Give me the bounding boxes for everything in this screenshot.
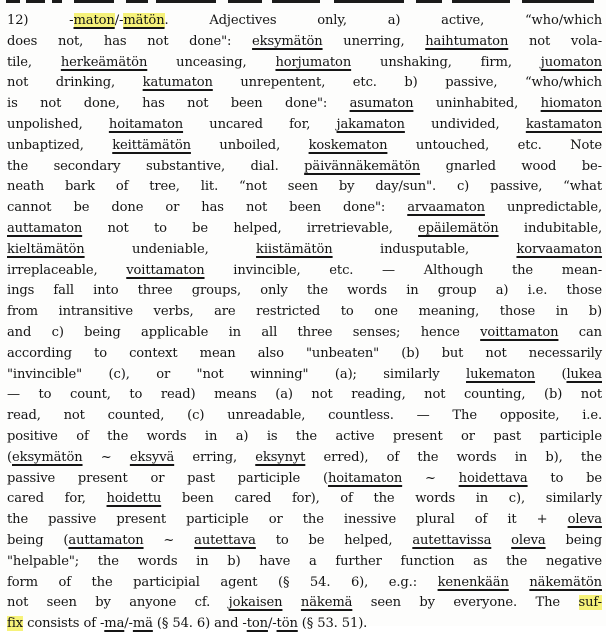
underlined-term: horjumaton — [275, 54, 352, 70]
text-run: ~ — [82, 449, 130, 465]
text-line — [7, 177, 602, 198]
text-line — [7, 219, 602, 240]
text-line — [7, 614, 602, 635]
text-run: ( — [535, 366, 567, 382]
text-run: (§ 54. 6) and - — [152, 616, 247, 632]
underlined-term: eksyvä — [129, 449, 175, 465]
text-run: erred), of the words in b), the — [305, 449, 602, 465]
text-run: not vola- — [508, 33, 602, 49]
underlined-term: maton — [73, 13, 115, 28]
underlined-term: voittamaton — [480, 324, 559, 340]
text-run: does not, has not done": — [7, 33, 253, 49]
underlined-term: jakamaton — [336, 116, 405, 132]
underlined-term: keittämätön — [112, 137, 191, 153]
text-line — [7, 73, 602, 94]
text-run: passive present or past participle ( — [7, 470, 328, 486]
text-run: consists of - — [23, 616, 105, 632]
text-run: unbaptized, — [7, 137, 113, 153]
underlined-term: hoitamaton — [108, 116, 184, 132]
underlined-term: kenenkään — [437, 574, 509, 590]
text-line — [7, 531, 602, 552]
text-run: neath bark of tree, lit. “not seen by day/sun". c) passive, “what — [7, 179, 602, 195]
underlined-term: autettava — [194, 532, 256, 548]
text-run: undivided, — [404, 116, 526, 132]
text-run: cared for, — [7, 491, 107, 507]
text-run: unboiled, — [190, 137, 309, 153]
text-run: can — [558, 324, 602, 340]
underlined-term: eksymätön — [12, 449, 83, 465]
text-line — [7, 365, 602, 386]
text-run: from intransitive verbs, are restricted to one meaning, those in b) — [7, 304, 602, 320]
underlined-term: kieltämätön — [7, 241, 85, 257]
text-line — [7, 198, 602, 219]
underlined-term: kastamaton — [525, 116, 602, 132]
underlined-term: näkemä — [300, 595, 353, 611]
text-line — [7, 261, 602, 282]
underlined-term: oleva — [511, 532, 546, 548]
underlined-term: lukea — [566, 366, 602, 382]
text-line — [7, 157, 602, 178]
text-line — [7, 281, 602, 302]
text-run: being — [545, 532, 603, 548]
text-run: read, not counted, (c) unreadable, countless. — The opposite, i.e. — [7, 408, 602, 424]
text-run: gnarled wood be- — [420, 158, 602, 174]
underlined-term: juomaton — [540, 54, 602, 70]
text-run: according to context mean also "unbeaten" (b) but not necessarily — [7, 345, 602, 361]
underlined-term: koskematon — [308, 137, 388, 153]
underlined-term: hiomaton — [540, 96, 602, 112]
text-run: undeniable, — [84, 241, 257, 257]
text-line — [7, 302, 602, 323]
text-run: ~ — [143, 532, 195, 548]
text-run: positive of the words in a) is the active present or past participle — [7, 428, 602, 444]
text-run: cannot be done or has not been done": — [7, 200, 408, 216]
text-run: not drinking, — [7, 75, 143, 91]
underlined-term: korvaamaton — [516, 241, 603, 257]
underlined-term: arvaamaton — [407, 200, 485, 216]
text-run: to be — [527, 470, 602, 486]
text-line — [7, 427, 602, 448]
underlined-term: ton — [246, 616, 268, 632]
text-run: uninhabited, — [413, 96, 541, 112]
text-run: invincible, etc. — Although the mean- — [204, 262, 602, 278]
text-line — [7, 385, 602, 406]
text-run: 12) - — [7, 13, 74, 28]
text-line — [7, 240, 602, 261]
text-run: unrepentent, etc. b) passive, “who/which — [212, 75, 602, 91]
text-run: form of the participial agent (§ 54. 6), e.g.: — [7, 574, 438, 590]
underlined-term: hoitamaton — [327, 470, 403, 486]
text-run: seen by everyone. The — [352, 595, 579, 611]
section-12-text — [7, 11, 602, 635]
text-run: unceasing, — [147, 54, 276, 70]
text-line — [7, 94, 602, 115]
text-run: — to count, to read) means (a) not reading, not counting, (b) not — [7, 387, 602, 403]
text-line — [7, 552, 602, 573]
underlined-term: asumaton — [349, 96, 414, 112]
text-run: untouched, etc. Note — [387, 137, 602, 153]
text-line — [7, 469, 602, 490]
underlined-term: haihtumaton — [425, 33, 509, 49]
text-line — [7, 593, 602, 614]
underlined-term: auttamaton — [68, 532, 144, 548]
underlined-term: autettavissa — [412, 532, 492, 548]
highlighted-text: suf- — [578, 595, 602, 611]
underlined-term: näkemätön — [529, 574, 602, 590]
text-run: not seen by anyone cf. — [7, 595, 229, 611]
underlined-term: tön — [276, 616, 298, 632]
text-line — [7, 406, 602, 427]
underlined-term: eksynyt — [255, 449, 306, 465]
highlighted-text: fix — [7, 616, 24, 632]
text-run: . Adjectives only, a) active, “who/which — [164, 13, 603, 28]
text-run: ings fall into three groups, only the words in group a) i.e. those — [7, 283, 602, 299]
text-run: and c) being applicable in all three senses; hence — [7, 324, 481, 340]
text-run: indusputable, — [332, 241, 517, 257]
text-line — [7, 53, 602, 74]
text-run: /- — [267, 616, 277, 632]
underlined-term: mä — [132, 616, 153, 632]
text-line — [7, 115, 602, 136]
text-run: irreplaceable, — [7, 262, 127, 278]
text-line — [7, 11, 602, 32]
text-run: to be helped, — [255, 532, 413, 548]
text-run: unerring, — [322, 33, 426, 49]
text-run: /- — [124, 616, 133, 632]
text-run: erring, — [174, 449, 256, 465]
text-run: is not done, has not been done": — [7, 96, 350, 112]
text-run: "invincible" (c), or "not winning" (a); similarly — [7, 366, 467, 382]
underlined-term: lukematon — [466, 366, 536, 382]
text-run — [491, 533, 511, 548]
text-run: the passive present participle or the inessive plural of it + — [7, 512, 568, 528]
underlined-term: mätön — [123, 13, 165, 28]
underlined-term: auttamaton — [7, 220, 83, 236]
text-run: the secondary substantive, dial. — [7, 158, 305, 174]
text-run: "helpable"; the words in b) have a further function as the negative — [7, 553, 602, 569]
underlined-term: hoidettava — [458, 470, 528, 486]
underlined-term: ma — [104, 616, 125, 632]
text-line — [7, 573, 602, 594]
text-line — [7, 323, 602, 344]
text-run: ( — [7, 449, 12, 465]
underlined-term: oleva — [567, 512, 602, 528]
text-line — [7, 136, 602, 157]
text-run: unshaking, firm, — [351, 54, 541, 70]
text-line — [7, 510, 602, 531]
text-run: /- — [114, 13, 124, 28]
text-run: uncared for, — [183, 116, 337, 132]
underlined-term: katumaton — [142, 75, 213, 91]
text-run: unpredictable, — [484, 200, 602, 216]
underlined-term: epäilemätön — [418, 220, 499, 236]
text-line — [7, 344, 602, 365]
text-run: been cared for), of the words in c), similarly — [161, 491, 602, 507]
text-run: (§ 53. 51). — [297, 616, 368, 632]
text-run: not to be helped, irretrievable, — [82, 220, 419, 236]
underlined-term: voittamaton — [126, 262, 205, 278]
text-run: indubitable, — [498, 220, 602, 236]
text-line — [7, 32, 602, 53]
text-run: being ( — [7, 532, 69, 548]
text-run: unpolished, — [7, 116, 109, 132]
underlined-term: kiistämätön — [256, 241, 333, 257]
cropped-previous-line — [0, 0, 606, 6]
text-run: tile, — [7, 54, 61, 70]
text-line — [7, 489, 602, 510]
text-run — [509, 575, 530, 590]
underlined-term: eksymätön — [252, 33, 323, 49]
underlined-term: päivännäkemätön — [304, 158, 421, 174]
text-line — [7, 448, 602, 469]
underlined-term: herkeämätön — [60, 54, 148, 70]
underlined-term: hoidettu — [106, 491, 162, 507]
underlined-term: jokaisen — [228, 595, 283, 611]
text-run — [282, 595, 300, 610]
text-run: ~ — [402, 470, 459, 486]
